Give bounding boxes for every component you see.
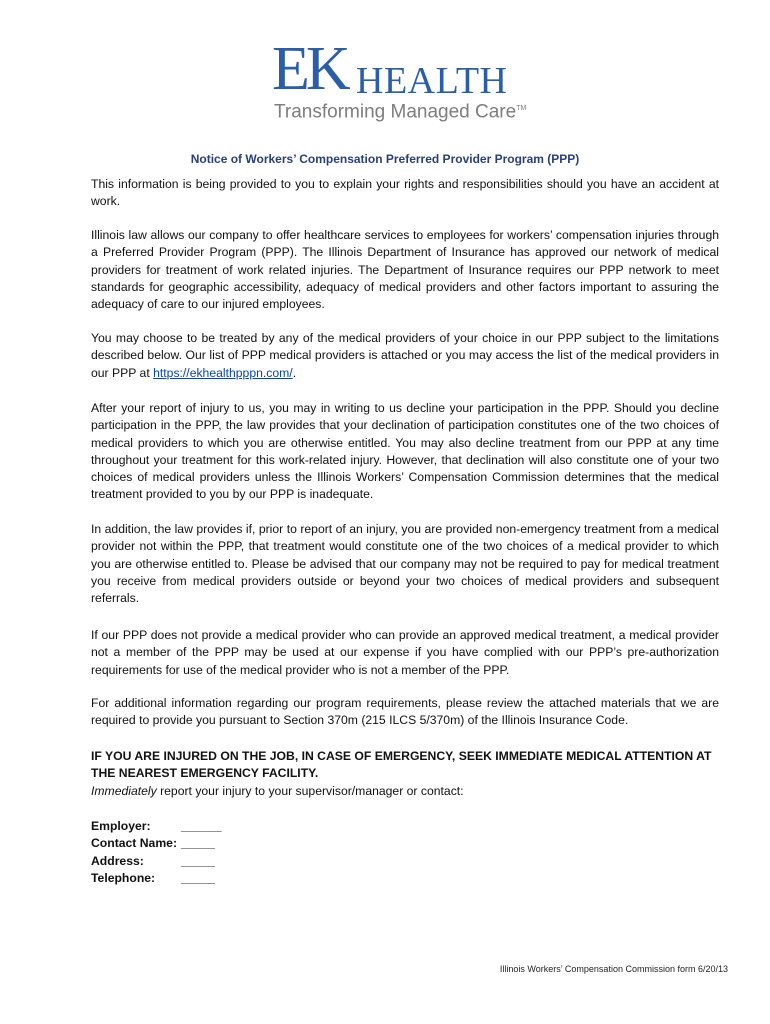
employer-row [91,818,222,835]
paragraph-non-member-provider: If our PPP does not provide a medical provider who can provide an approved medical treatment, a medical provider not a member of the PPP may be used at our expense if you have complied with our PPP’s pre-authorization requirements for use of the medical provider who is not a member of the PPP. [91,628,719,677]
contact-name-label: Contact Name: [91,836,178,851]
employer-label: Employer: [91,819,151,833]
logo-trademark: TM [516,105,527,112]
employer-field[interactable]: ______ [181,819,222,833]
paragraph-illinois-law: Illinois law allows our company to offer healthcare services to employees for workers’ compensation injuries through a Preferred Provider Program (PPP). The Illinois Department of Insurance has approved our network of medical providers for treatment of work related injuries. The Department of Insurance requires our PPP network to meet standards for geographic accessibility, adequacy of medical providers and other factors important to assuring the adequacy of care to our injured employees. [91,228,719,312]
telephone-label: Telephone: [91,870,156,885]
paragraph-provider-choice [91,330,719,382]
report-instruction [91,783,719,800]
document-title: Notice of Workers’ Compensation Preferred Provider Program (PPP) [190,152,580,166]
address-row [91,853,222,870]
telephone-row [91,870,222,887]
report-instruction-text: report your injury to your supervisor/manager or contact: [156,784,464,798]
paragraph-provider-choice-end: . [292,365,297,380]
form-footer: Illinois Workers’ Compensation Commission form 6/20/13 [499,964,728,974]
contact-name-row [91,835,222,852]
paragraph-provider-choice-text: You may choose to be treated by any of the medical providers of your choice in our PPP subject to the limitations described below. Our list of PPP medical providers is attached or you may access the list of the medical providers in our PPP at [91,331,719,380]
contact-block [91,818,222,887]
ek-health-logo [272,35,532,124]
contact-name-field[interactable]: _____ [181,836,215,851]
paragraph-additional-info: For additional information regarding our program requirements, please review the attached materials that we are required to provide you pursuant to Section 370m (215 ILCS 5/370m) of the Illinois Insurance Code. [91,696,719,728]
address-field[interactable]: _____ [181,853,215,868]
emergency-notice: IF YOU ARE INJURED ON THE JOB, IN CASE OF EMERGENCY, SEEK IMMEDIATE MEDICAL ATTENTION AT THE NEAREST EMERGENCY FACILITY. [91,749,712,781]
logo-health: HEALTH [356,60,508,102]
telephone-field[interactable]: _____ [181,870,215,885]
logo-tagline-text: Transforming Managed Care [274,101,517,123]
paragraph-declination: After your report of injury to us, you may in writing to us decline your participation in the PPP. Should you decline participation in the PPP, the law provides that your declination of participation constitutes one of the two choices of medical providers to which you are otherwise entitled. You may also decline treatment from our PPP at any time throughout your treatment for this work-related injury. However, that declination will also constitute one of your two choices of medical providers unless the Illinois Workers’ Compensation Commission determines that the medical treatment provided to you by our PPP is inadequate. [91,401,719,502]
paragraph-intro: This information is being provided to you to explain your rights and responsibilities should you have an accident at work. [91,177,719,209]
ppp-network-link[interactable]: https://ekhealthpppn.com/ [153,365,293,380]
report-instruction-emphasis: Immediately [91,784,157,798]
paragraph-non-emergency: In addition, the law provides if, prior to report of an injury, you are provided non-emergency treatment from a medical provider not within the PPP, that treatment would constitute one of the two choices of a medical provider to which you are otherwise entitled to. Please be advised that our company may not be required to pay for medical treatment you receive from medical providers outside or beyond your two choices of medical providers and subsequent referrals. [91,522,719,606]
address-label: Address: [91,853,144,868]
logo-tagline [274,98,526,123]
logo-ek: EK [272,35,347,103]
